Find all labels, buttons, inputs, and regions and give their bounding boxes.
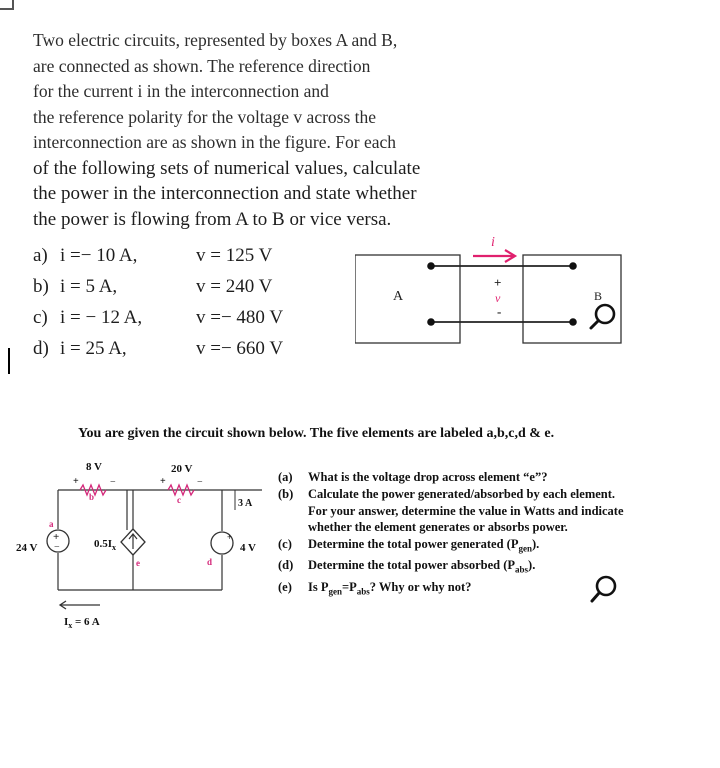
current-arrow — [473, 250, 515, 262]
minus-sign: - — [497, 304, 502, 319]
svg-text:+: + — [73, 476, 79, 487]
current-label: i — [491, 235, 495, 250]
case-voltage: v =− 480 V — [196, 307, 284, 328]
box-b-label: B — [594, 289, 603, 303]
case-voltage: v =− 660 V — [196, 338, 284, 359]
terminal-dot — [569, 262, 577, 270]
magnifier-icon[interactable] — [588, 573, 622, 607]
case-current: i = 5 A, — [60, 276, 118, 297]
question-b-note: For your answer, determine the value in Watts and indicate — [308, 503, 624, 518]
terminal-dot — [569, 318, 577, 326]
question-e: (e) Is $P_{gen}=P_{abs}$? Why or why not? — [278, 579, 472, 597]
terminal-dot — [427, 318, 435, 326]
label-d: d — [207, 557, 213, 567]
case-current: i = 25 A, — [60, 338, 127, 359]
voltage-label: v — [495, 291, 501, 305]
problem1-line: are connected as shown. The reference direction — [33, 55, 371, 76]
window-corner-mark — [0, 0, 14, 10]
question-b: (b) Calculate the power generated/absorbed by each element. — [278, 486, 616, 501]
problem1-line: of the following sets of numerical values, calculate — [33, 157, 421, 179]
label-4v: 4 V — [240, 542, 256, 554]
svg-text:+: + — [160, 476, 166, 487]
label-ix: $I_x = 6$ A — [64, 616, 100, 630]
question-c: (c) Determine the total power generated $(P_{gen})$. — [278, 537, 540, 554]
problem2-intro: You are given the circuit shown below. The five elements are labeled a,b,c,d & e. — [78, 426, 555, 441]
problem1-line: Two electric circuits, represented by boxes A and B, — [33, 30, 398, 50]
question-d: (d) Determine the total power absorbed $(P_{abs})$. — [278, 558, 536, 575]
problem1-line: the power in the interconnection and state whether — [33, 183, 417, 204]
case-voltage: v = 240 V — [196, 276, 273, 297]
box-a-label: A — [393, 289, 404, 304]
label-dep: $0.5I_x$ — [94, 538, 117, 552]
label-8v: 8 V — [86, 461, 102, 473]
case-voltage: v = 125 V — [196, 245, 273, 266]
problem1-line: interconnection are as shown in the figure. For each — [33, 132, 396, 152]
problem1-text — [33, 28, 503, 232]
box-a — [355, 255, 460, 343]
svg-text:+: + — [227, 533, 232, 542]
svg-text:+: + — [53, 531, 60, 543]
label-b: b — [89, 492, 95, 502]
svg-text:−: − — [197, 477, 203, 488]
case-current: i = − 12 A, — [60, 307, 143, 328]
case-current: i =− 10 A, — [60, 245, 138, 266]
case-label: a) — [33, 245, 48, 266]
interconnection-figure — [355, 232, 685, 362]
case-label: b) — [33, 276, 49, 297]
label-20v: 20 V — [171, 463, 193, 475]
label-c: c — [177, 495, 181, 505]
magnifier-icon[interactable] — [591, 305, 614, 328]
label-3a: 3 A — [238, 498, 253, 509]
problem1-line: for the current i in the interconnection and — [33, 81, 329, 101]
label-e: e — [136, 558, 140, 568]
text-cursor — [8, 348, 10, 374]
question-a: (a) What is the voltage drop across element “e”? — [278, 470, 548, 484]
plus-sign: + — [494, 275, 502, 290]
problem1-line: the power is flowing from A to B or vice versa. — [33, 208, 392, 230]
case-label: d) — [33, 338, 49, 359]
circuit-diagram — [0, 455, 278, 640]
terminal-dot — [427, 262, 435, 270]
case-label: c) — [33, 307, 48, 328]
label-a: a — [49, 519, 54, 529]
svg-text:−: − — [110, 477, 116, 488]
question-b-note: whether the element generates or absorbs power. — [308, 520, 568, 535]
problem1-line: the reference polarity for the voltage v across the — [33, 106, 377, 127]
label-24v: 24 V — [16, 542, 38, 554]
svg-text:−: − — [54, 542, 60, 553]
